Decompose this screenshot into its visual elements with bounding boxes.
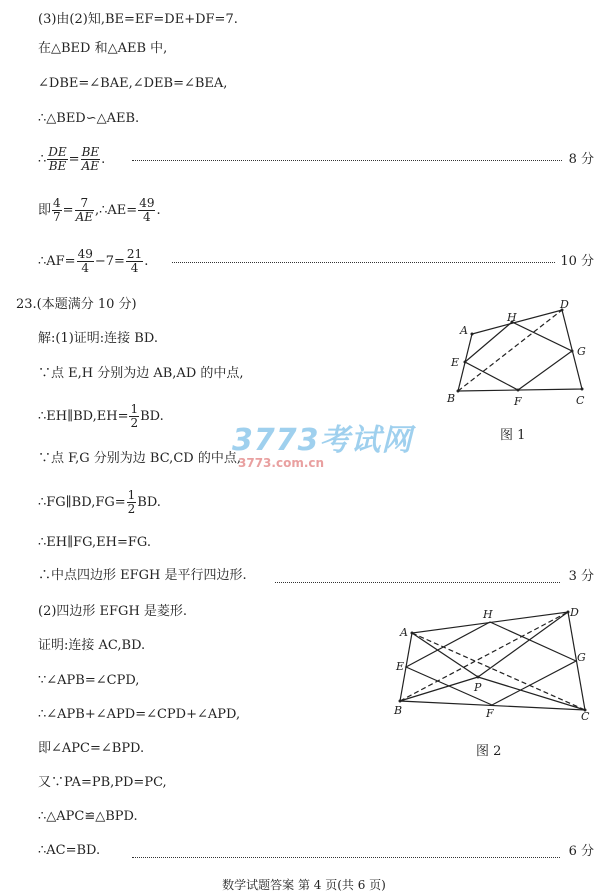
numerator: DE	[48, 145, 67, 159]
fraction-line	[38, 146, 105, 173]
text-line: ∴△APC≌△BPD.	[38, 809, 138, 824]
therefore-symbol: ∴	[38, 152, 47, 167]
point-label-b: B	[447, 392, 456, 405]
fraction	[52, 197, 62, 224]
period: .	[156, 203, 161, 218]
text-line: ∴∠APB+∠APD=∠CPD+∠APD,	[38, 707, 241, 722]
text-line: ∵点 E,H 分别为边 AB,AD 的中点,	[38, 366, 244, 381]
denominator: 2	[130, 416, 139, 430]
point-label-f: F	[514, 395, 522, 408]
point-label-h: H	[483, 608, 493, 621]
fraction	[47, 146, 67, 173]
text-line: 证明:连接 AC,BD.	[38, 638, 146, 653]
denominator: BE	[48, 159, 67, 173]
numerator: 7	[75, 197, 94, 211]
numerator: 21	[126, 247, 143, 261]
figure-2-caption: 图 2	[476, 744, 502, 759]
denominator: 4	[130, 261, 139, 275]
text-line: 在△BED 和△AEB 中,	[38, 41, 168, 56]
point-label-a: A	[460, 324, 468, 337]
fraction	[129, 403, 139, 430]
numerator: 49	[77, 247, 93, 261]
point-label-e: E	[396, 660, 405, 673]
equals: =	[68, 152, 80, 167]
fraction-line	[38, 489, 161, 516]
text: 即	[38, 203, 52, 218]
text: ∴FG∥BD,FG=	[38, 495, 126, 510]
text-line: (2)四边形 EFGH 是菱形.	[38, 604, 188, 619]
text-line: ∴△BED∽△AEB.	[38, 111, 140, 126]
text: ,∴AE=	[95, 203, 138, 218]
numerator: 1	[127, 488, 136, 502]
text-line: ∵∠APB=∠CPD,	[38, 673, 140, 688]
text-line: 又∵PA=PB,PD=PC,	[38, 775, 167, 790]
watermark-url: 3773.com.cn	[238, 456, 325, 470]
page-footer: 数学试题答案 第 4 页(共 6 页)	[222, 878, 386, 892]
text: BD.	[137, 495, 161, 510]
text-line: ∴中点四边形 EFGH 是平行四边形.	[38, 568, 247, 583]
point-label-d: D	[560, 298, 569, 311]
text: ∴AF=	[38, 254, 76, 269]
text-line: ∴EH∥FG,EH=FG.	[38, 535, 151, 550]
dot-leader	[275, 582, 560, 583]
point-label-d: D	[570, 606, 579, 619]
numerator: 4	[53, 196, 61, 210]
fraction	[81, 146, 101, 173]
text-line: ∴AC=BD.	[38, 843, 101, 858]
point-label-g: G	[577, 651, 586, 664]
figure-1-caption: 图 1	[500, 428, 526, 443]
fraction	[127, 489, 137, 516]
watermark-logo	[232, 425, 413, 470]
denominator: 2	[127, 502, 136, 516]
dot-leader	[172, 262, 555, 263]
denominator: 7	[53, 210, 61, 224]
denominator: 4	[81, 261, 90, 275]
fraction	[77, 248, 94, 275]
point-label-a: A	[400, 626, 408, 639]
fraction-line	[38, 197, 161, 224]
watermark-title: 3773考试网	[232, 423, 413, 458]
point-label-c: C	[581, 710, 590, 723]
fraction-line	[38, 403, 164, 430]
text-line: ∵点 F,G 分别为边 BC,CD 的中点,	[38, 451, 241, 466]
point-label-b: B	[394, 704, 403, 717]
dot-leader	[132, 160, 562, 161]
denominator: AE	[81, 159, 100, 173]
point-label-h: H	[507, 311, 517, 324]
point-label-p: P	[474, 681, 482, 694]
dot-leader	[132, 857, 560, 858]
text: BD.	[140, 409, 164, 424]
score-label: 6 分	[568, 844, 594, 859]
numerator: BE	[81, 145, 100, 159]
denominator: AE	[75, 210, 93, 224]
fraction	[126, 248, 143, 275]
point-label-f: F	[486, 707, 494, 720]
point-label-g: G	[577, 345, 586, 358]
text-line: (3)由(2)知,BE=EF=DE+DF=7.	[38, 12, 238, 27]
text: ∴EH∥BD,EH=	[38, 409, 129, 424]
fraction	[138, 197, 155, 224]
point-label-c: C	[576, 394, 585, 407]
figure-1-diagram	[440, 296, 600, 416]
point-label-e: E	[451, 356, 460, 369]
text-line: 解:(1)证明:连接 BD.	[38, 331, 158, 346]
question-heading: 23.(本题满分 10 分)	[16, 297, 137, 312]
period: .	[144, 254, 149, 269]
text: −7=	[94, 254, 125, 269]
text-line: 即∠APC=∠BPD.	[38, 741, 145, 756]
score-label: 8 分	[568, 152, 594, 167]
figure-2-diagram	[392, 604, 602, 724]
score-label: 3 分	[568, 569, 594, 584]
period: .	[101, 152, 106, 167]
numerator: 49	[139, 196, 155, 210]
numerator: 1	[130, 402, 139, 416]
score-label: 10 分	[560, 254, 594, 269]
fraction-line	[38, 248, 148, 275]
denominator: 4	[143, 210, 151, 224]
fraction	[75, 197, 94, 224]
text-line: ∠DBE=∠BAE,∠DEB=∠BEA,	[38, 76, 228, 91]
equals: =	[62, 203, 74, 218]
